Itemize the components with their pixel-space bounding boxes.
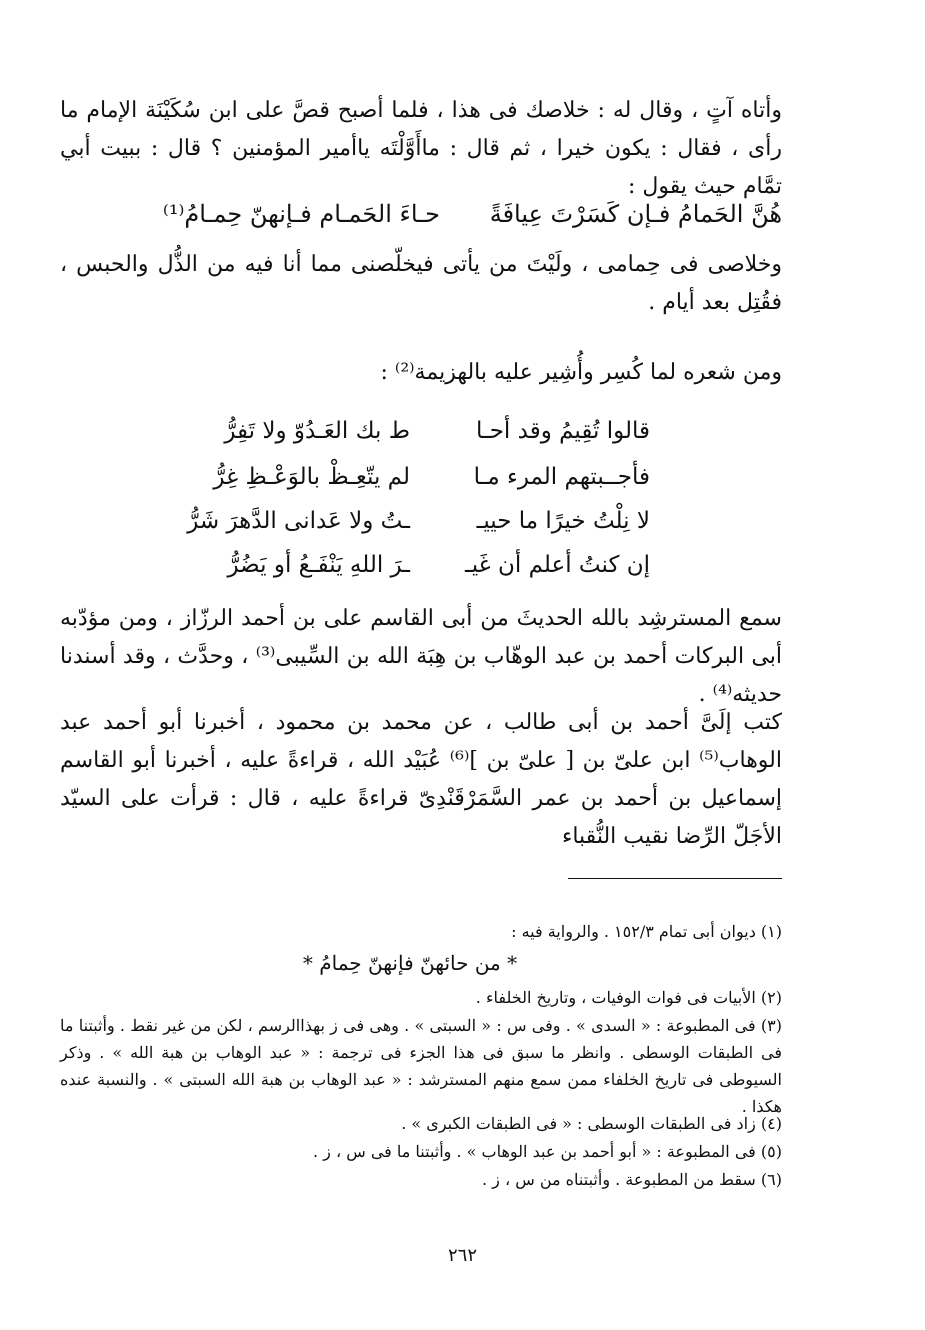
poem-first-hemistich: لا نِلْتُ خيرًا ما حييـ <box>476 508 650 534</box>
footnote-6: (٦) سقط من المطبوعة . وأثبتناه من س ، ز . <box>481 1170 782 1189</box>
verse-first-hemistich: هُنَّ الحَمامُ فـإن كَسَرْتَ عِيافَةً <box>489 200 782 228</box>
footnote-4: (٤) زاد فى الطبقات الوسطى : « فى الطبقات الكبرى » . <box>401 1114 782 1133</box>
poem-line <box>190 464 650 508</box>
paragraph-hadith: سمع المسترشِد بالله الحديثَ من أبى القاسم على بن أحمد الرزّاز ، ومن مؤدّبه أبى البركات أحمد بن عبد الوهّاب بن هِبَة الله بن السِّيبى⁽³⁾ ، وحدَّث ، وقد أسندنا حديثه⁽⁴⁾ . <box>60 606 782 707</box>
poem-second-hemistich: ـتُ ولا عَدانى الدَّهرَ شَرُّ <box>187 508 410 534</box>
poem-line <box>190 418 650 462</box>
paragraph-isnad: كتب إلَىَّ أحمد بن أبى طالب ، عن محمد بن محمود ، أخبرنا أبو أحمد عبد الوهاب⁽⁵⁾ ابن علىّ بن [ علىّ بن ]⁽⁶⁾ عُبَيْد الله ، قراءةً عليه ، أخبرنا أبو القاسم إسماعيل بن أحمد بن عمر السَّمَرْقَنْدِىّ قراءةً عليه ، قال : قرأت على السيّد الأجَلّ الرِّضا نقيب النُّقباء <box>60 710 782 849</box>
poem-line <box>190 552 650 596</box>
footnote-1: (١) ديوان أبى تمام ١٥٢/٣ . والرواية فيه : <box>511 922 782 941</box>
footnote-5: (٥) فى المطبوعة : « أبو أحمد بن عبد الوهاب » . وأثبتنا ما فى س ، ز . <box>312 1142 782 1161</box>
footnote-1-verse: * من حائهنّ فإنهنّ حِمامُ * <box>302 951 518 975</box>
page-number: ٢٦٢ <box>447 1245 477 1266</box>
poem-first-hemistich: إن كنتُ أعلم أن غَيـ <box>464 552 650 578</box>
footnote-separator <box>568 878 782 879</box>
poem-first-hemistich: فأجــبتهم المرء مـا <box>473 464 650 490</box>
poem-second-hemistich: ـرَ اللهِ يَنْفَـعُ أو يَضُرُّ <box>227 552 410 578</box>
footnote-3: (٣) فى المطبوعة : « السدى » . وفى س : « السبتى » . وهى فى ز بهذاالرسم ، لكن من غير نقط . وأثبتنا ما فى الطبقات الوسطى . وانظر ما سبق فى هذا الجزء فى ترجمة : « عبد الوهاب بن هبة الله » . وذكر السيوطى فى تاريخ الخلفاء ممن سمع منهم المسترشد : « عبد الوهاب بن هبة الله السبتى » . والنسبة عنده هكذا . <box>60 1016 782 1116</box>
poem-second-hemistich: لم يتّعِـظْ بالوَعْـظِ غِرُّ <box>213 464 410 490</box>
footnote-2: (٢) الأبيات فى فوات الوفيات ، وتاريخ الخلفاء . <box>475 988 782 1007</box>
poem-line <box>187 508 650 552</box>
poem-first-hemistich: قالوا تُقِيمُ وقد أحـا <box>475 418 650 444</box>
poem-second-hemistich: ط بك العَـدُوّ ولا تَفِرُّ <box>224 418 410 444</box>
verse-second-hemistich: حـاءَ الحَمـام فـإنهنّ حِمـامُ⁽¹⁾ <box>162 200 440 228</box>
verse-abu-tammam <box>150 200 782 244</box>
poem-intro: ومن شعره لما كُسِر وأُشِير عليه بالهزيمة⁽²⁾ : <box>380 360 782 385</box>
paragraph-release: وخلاصى فى حِمامى ، ولَيْتَ من يأتى فيخلّصنى مما أنا فيه من الذُّل والحبس ، فقُتِل بعد أيام . <box>60 252 782 315</box>
paragraph-dream: وأتاه آتٍ ، وقال له : خلاصك فى هذا ، فلما أصبح قصَّ على ابن سُكَيْنَة الإمام ما رأى ، فقال : يكون خيرا ، ثم قال : ماأَوَّلْتَه ياأمير المؤمنين ؟ قال : ببيت أبي تمَّام حيث يقول : <box>60 98 782 199</box>
